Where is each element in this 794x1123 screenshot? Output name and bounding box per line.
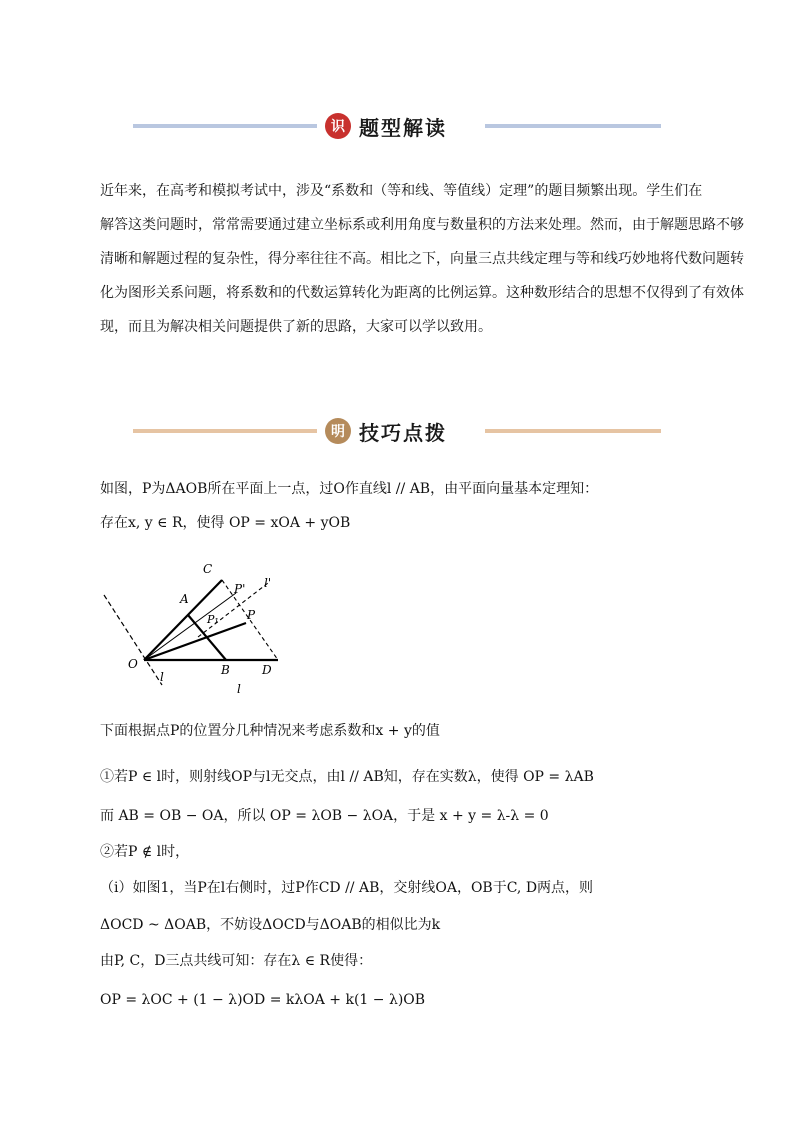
- label-a: A: [180, 592, 189, 606]
- intro-line-5: 现，而且为解决相关问题提供了新的思路，大家可以学以致用。: [100, 319, 492, 335]
- label-p1: P₁: [207, 613, 219, 626]
- text-line-4: ①若P ∈ l时，则射线OP与l无交点，由l // AB知，存在实数λ，使得 OP = λAB: [100, 769, 594, 785]
- intro-line-2: 解答这类问题时，常常需要通过建立坐标系或利用角度与数量积的方法来处理。然而，由于解题思路不够: [100, 217, 744, 233]
- text-line-10: OP = λOC + (1 − λ)OD = kλOA + k(1 − λ)OB: [100, 992, 426, 1008]
- label-l-prime: l': [264, 576, 272, 590]
- segment-op: [144, 623, 246, 660]
- text-line-3: 下面根据点P的位置分几种情况来考虑系数和x + y的值: [100, 723, 440, 739]
- label-p: P: [247, 608, 256, 622]
- intro-line-1: 近年来，在高考和模拟考试中，涉及“系数和（等和线、等值线）定理”的题目频繁出现。学生们在: [100, 183, 703, 199]
- dashed-line-l: [104, 595, 162, 685]
- section-title: 技巧点拨: [359, 420, 447, 445]
- dashed-line-l-prime: [198, 583, 268, 637]
- banner-heading: [317, 411, 485, 451]
- label-l-left: l: [160, 670, 164, 684]
- text-line-7: （i）如图1，当P在l右侧时，过P作CD // AB，交射线OA，OB于C, D两点，则: [100, 880, 594, 896]
- label-b: B: [221, 663, 230, 677]
- text-line-6: ②若P ∉ l时，: [100, 844, 190, 860]
- text-line-5: 而 AB = OB − OA，所以 OP = λOB − λOA，于是 x + y = λ-λ = 0: [100, 808, 549, 824]
- section-badge: 识: [325, 113, 351, 139]
- section-banner-tips: [133, 411, 661, 451]
- segment-op-prime: [144, 593, 236, 660]
- label-l-bottom: l: [237, 682, 241, 696]
- intro-line-4: 化为图形关系问题，将系数和的代数运算转化为距离的比例运算。这种数形结合的思想不仅得到了有效体: [100, 285, 744, 301]
- label-p-prime: P': [234, 582, 246, 596]
- banner-heading: [317, 106, 485, 146]
- section-banner-reading: [133, 106, 661, 146]
- label-o: O: [128, 657, 138, 671]
- label-c: C: [203, 562, 213, 576]
- text-line-9: 由P, C，D三点共线可知：存在λ ∈ R使得：: [100, 953, 373, 969]
- text-line-1: 如图，P为ΔAOB所在平面上一点，过O作直线l // AB，由平面向量基本定理知：: [100, 481, 599, 497]
- label-d: D: [262, 663, 272, 677]
- section-title: 题型解读: [359, 115, 447, 140]
- intro-line-3: 清晰和解题过程的复杂性，得分率往往不高。相比之下，向量三点共线定理与等和线巧妙地将代数问题转: [100, 251, 744, 267]
- text-line-2: 存在x, y ∈ R，使得 OP = xOA + yOB: [100, 515, 351, 531]
- text-line-8: ΔOCD ~ ΔOAB，不妨设ΔOCD与ΔOAB的相似比为k: [100, 917, 441, 933]
- section-badge: 明: [325, 418, 351, 444]
- geometry-figure: [96, 555, 296, 700]
